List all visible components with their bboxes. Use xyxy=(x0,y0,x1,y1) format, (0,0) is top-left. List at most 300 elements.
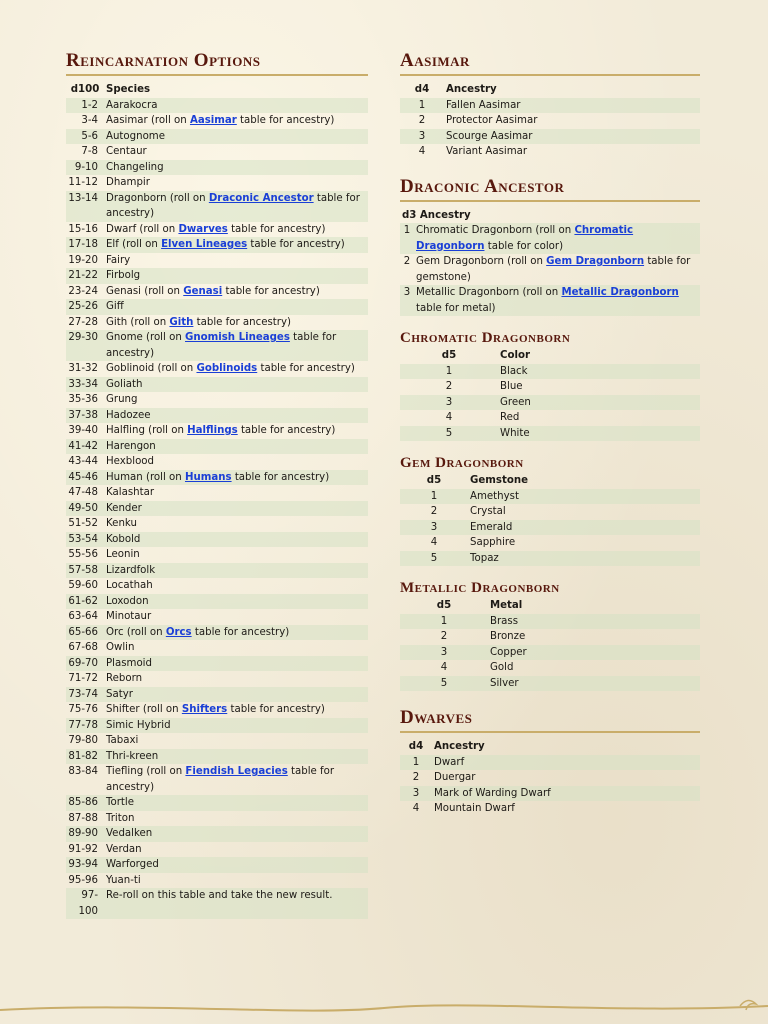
cell-text: table for ancestry) xyxy=(231,471,330,483)
table-row xyxy=(400,786,700,802)
dwarves-title: Dwarves xyxy=(400,705,700,733)
table-row xyxy=(66,640,368,656)
table-row xyxy=(400,144,700,160)
species-cell: Firbolg xyxy=(106,270,141,281)
col-header-d5: d5 xyxy=(426,475,442,486)
roll-cell: 5 xyxy=(440,677,448,689)
reincarnation-rows xyxy=(66,98,368,920)
table-row xyxy=(66,547,368,563)
table-row xyxy=(66,578,368,594)
table-row xyxy=(66,857,368,873)
species-cell xyxy=(104,113,368,129)
species-cell xyxy=(104,315,368,331)
roll-cell: 4 xyxy=(440,662,448,673)
species-cell xyxy=(104,284,368,300)
species-cell: Loxodon xyxy=(106,595,149,607)
col-header-d5: d5 xyxy=(441,350,457,361)
table-link[interactable]: Halflings xyxy=(187,425,238,436)
species-cell: Autognome xyxy=(106,130,166,142)
table-row xyxy=(66,144,368,160)
cell-text: Shifter (roll on xyxy=(106,704,182,715)
value-cell: Brass xyxy=(490,615,519,627)
species-cell: Changeling xyxy=(106,161,164,173)
roll-cell: 79-80 xyxy=(68,735,98,746)
value-cell: White xyxy=(500,427,530,439)
cell-text: table for ancestry) xyxy=(191,626,290,638)
table-row xyxy=(66,237,368,253)
roll-cell: 25-26 xyxy=(68,301,98,312)
roll-cell: 49-50 xyxy=(68,502,98,514)
cell-text: Orc (roll on xyxy=(106,626,166,638)
roll-cell: 4 xyxy=(430,537,438,548)
draconic-section xyxy=(400,174,700,317)
roll-cell: 9-10 xyxy=(74,161,98,173)
table-row xyxy=(66,826,368,842)
col-header-color: Color xyxy=(500,350,530,361)
left-column xyxy=(66,48,368,919)
species-cell xyxy=(104,361,368,377)
species-cell: Tortle xyxy=(106,797,135,808)
roll-cell: 61-62 xyxy=(68,595,98,607)
table-row xyxy=(66,718,368,734)
roll-cell: 87-88 xyxy=(68,812,98,824)
col-header-d5: d5 xyxy=(436,600,452,611)
table-link[interactable]: Orcs xyxy=(165,626,192,638)
right-column xyxy=(400,48,700,829)
col-header-d3-ancestry: d3 Ancestry xyxy=(402,209,471,221)
roll-cell: 85-86 xyxy=(68,797,98,808)
roll-cell: 11-12 xyxy=(68,177,98,188)
roll-cell: 1 xyxy=(403,225,411,236)
roll-cell: 21-22 xyxy=(68,270,98,281)
species-cell: Goliath xyxy=(106,378,143,390)
species-cell: Simic Hybrid xyxy=(106,719,171,731)
cell-text: table for ancestry) xyxy=(106,766,335,793)
roll-cell: 67-68 xyxy=(68,642,98,653)
col-header-gemstone: Gemstone xyxy=(470,475,528,486)
species-cell xyxy=(104,423,368,439)
table-link[interactable]: Aasimar xyxy=(189,115,237,126)
species-cell: Centaur xyxy=(106,146,147,157)
dwarves-rows xyxy=(400,755,700,817)
dwarves-table xyxy=(400,739,700,817)
species-cell: Tabaxi xyxy=(106,735,139,746)
page-footer-ornament xyxy=(0,980,768,1024)
table-link[interactable]: Metallic Dragonborn xyxy=(561,287,679,298)
value-cell: Mountain Dwarf xyxy=(434,803,515,814)
roll-cell: 4 xyxy=(445,412,453,423)
species-cell: Harengon xyxy=(106,440,156,452)
aasimar-rows xyxy=(400,98,700,160)
roll-cell: 95-96 xyxy=(68,874,98,886)
cell-text: Chromatic Dragonborn (roll on xyxy=(416,225,575,236)
table-row xyxy=(400,489,700,505)
table-row xyxy=(66,873,368,889)
reincarnation-table xyxy=(66,82,368,919)
table-row xyxy=(400,285,700,316)
roll-cell: 3 xyxy=(418,130,426,142)
roll-cell: 2 xyxy=(412,772,420,783)
species-cell: Kalashtar xyxy=(106,487,155,498)
table-row xyxy=(400,676,700,692)
table-row xyxy=(66,842,368,858)
roll-cell: 41-42 xyxy=(68,440,98,452)
table-row xyxy=(66,253,368,269)
table-row xyxy=(400,98,700,114)
value-cell: Crystal xyxy=(470,506,506,517)
table-link[interactable]: Genasi xyxy=(183,285,223,297)
species-cell: Leonin xyxy=(106,549,140,560)
cell-text: table for ancestry) xyxy=(257,363,355,374)
roll-cell: 3 xyxy=(445,396,453,408)
table-row xyxy=(400,614,700,630)
table-row xyxy=(66,299,368,315)
ancestry-cell xyxy=(414,254,700,285)
col-header-d4: d4 xyxy=(414,84,430,95)
table-link[interactable]: Dwarves xyxy=(178,223,228,235)
species-cell: Minotaur xyxy=(106,611,152,622)
metallic-title: Metallic Dragonborn xyxy=(400,580,560,596)
table-row xyxy=(66,98,368,114)
value-cell: Variant Aasimar xyxy=(446,146,528,157)
value-cell: Gold xyxy=(490,662,514,673)
roll-cell: 1-2 xyxy=(81,99,98,111)
gem-title: Gem Dragonborn xyxy=(400,455,524,471)
roll-cell: 2 xyxy=(445,381,453,392)
roll-cell: 33-34 xyxy=(68,378,98,390)
roll-cell: 81-82 xyxy=(68,750,98,762)
species-cell: Hexblood xyxy=(106,456,155,467)
table-row xyxy=(66,113,368,129)
table-row xyxy=(66,470,368,486)
roll-cell: 69-70 xyxy=(68,657,98,669)
ancestry-cell xyxy=(414,223,700,254)
table-link[interactable]: Humans xyxy=(184,471,232,483)
roll-cell: 63-64 xyxy=(68,611,98,622)
table-row xyxy=(400,254,700,285)
table-row xyxy=(400,426,700,442)
table-row xyxy=(400,504,700,520)
table-row xyxy=(66,671,368,687)
gem-rows xyxy=(400,489,700,567)
table-row xyxy=(66,377,368,393)
species-cell xyxy=(104,191,368,222)
cell-text: Goblinoid (roll on xyxy=(106,363,197,374)
species-cell xyxy=(104,764,368,795)
table-link[interactable]: Goblinoids xyxy=(196,363,258,374)
gem-table xyxy=(400,473,700,566)
draconic-title: Draconic Ancestor xyxy=(400,174,700,202)
draconic-rows xyxy=(400,223,700,316)
species-cell xyxy=(104,702,368,718)
table-row xyxy=(400,660,700,676)
table-link[interactable]: Elven Lineages xyxy=(161,239,248,250)
roll-cell: 35-36 xyxy=(68,394,98,405)
species-cell: Kobold xyxy=(106,533,141,545)
table-row xyxy=(66,733,368,749)
table-link[interactable]: Gnomish Lineages xyxy=(185,332,290,343)
table-row xyxy=(66,625,368,641)
cell-text: table for ancestry) xyxy=(237,425,336,436)
aasimar-section xyxy=(400,48,700,160)
table-row xyxy=(400,755,700,771)
roll-cell: 1 xyxy=(445,365,453,377)
species-cell: Hadozee xyxy=(106,409,151,421)
roll-cell: 89-90 xyxy=(68,828,98,839)
roll-cell: 1 xyxy=(430,490,438,502)
dwarves-section xyxy=(400,705,700,817)
value-cell: Topaz xyxy=(470,552,499,564)
roll-cell: 93-94 xyxy=(68,859,98,870)
roll-cell: 55-56 xyxy=(68,549,98,560)
roll-cell: 4 xyxy=(418,146,426,157)
table-row xyxy=(66,129,368,145)
cell-text: Gith (roll on xyxy=(106,316,170,328)
roll-cell: 23-24 xyxy=(68,285,98,297)
table-row xyxy=(66,516,368,532)
cell-text: table for ancestry) xyxy=(236,115,335,126)
cell-text: Aasimar (roll on xyxy=(106,115,190,126)
table-row xyxy=(66,330,368,361)
table-row xyxy=(400,770,700,786)
value-cell: Sapphire xyxy=(470,537,516,548)
table-row xyxy=(66,501,368,517)
roll-cell: 53-54 xyxy=(68,533,98,545)
species-cell: Kenku xyxy=(106,518,137,529)
species-cell: Grung xyxy=(106,394,138,405)
cell-text: Elf (roll on xyxy=(106,239,162,250)
roll-cell: 59-60 xyxy=(68,580,98,591)
table-row xyxy=(66,392,368,408)
table-row xyxy=(400,410,700,426)
col-header-d100: d100 xyxy=(70,84,100,95)
species-cell: Giff xyxy=(106,301,124,312)
cell-text: table for ancestry) xyxy=(222,285,320,297)
table-row xyxy=(66,284,368,300)
species-cell xyxy=(104,237,368,253)
species-cell: Satyr xyxy=(106,688,133,700)
table-row xyxy=(66,423,368,439)
value-cell: Red xyxy=(500,412,520,423)
table-row xyxy=(66,315,368,331)
species-cell: Locathah xyxy=(106,580,153,591)
roll-cell: 37-38 xyxy=(68,409,98,421)
cell-text: Dragonborn (roll on xyxy=(106,192,209,204)
species-cell xyxy=(104,222,368,238)
roll-cell: 13-14 xyxy=(68,192,98,204)
col-header-metal: Metal xyxy=(490,600,523,611)
value-cell: Blue xyxy=(500,381,523,392)
cell-text: table for ancestry) xyxy=(227,223,326,235)
roll-cell: 2 xyxy=(440,631,448,642)
roll-cell: 47-48 xyxy=(68,487,98,498)
cell-text: table for ancestry) xyxy=(193,316,291,328)
metallic-rows xyxy=(400,614,700,692)
cell-text: table for ancestry) xyxy=(106,332,337,359)
table-row xyxy=(66,795,368,811)
value-cell: Dwarf xyxy=(434,756,465,768)
species-cell: Vedalken xyxy=(106,828,153,839)
roll-cell: 27-28 xyxy=(68,316,98,328)
table-link[interactable]: Fiendish Legacies xyxy=(185,766,288,777)
species-cell xyxy=(104,330,368,361)
table-row xyxy=(66,656,368,672)
table-row xyxy=(66,609,368,625)
col-header-ancestry: Ancestry xyxy=(446,84,497,95)
species-cell xyxy=(104,625,368,641)
cell-text: table for ancestry) xyxy=(106,192,360,219)
cell-text: Tiefling (roll on xyxy=(106,766,186,777)
species-cell: Thri-kreen xyxy=(106,750,159,762)
table-row xyxy=(66,268,368,284)
species-cell: Yuan-ti xyxy=(106,874,141,886)
cell-text: Halfling (roll on xyxy=(106,425,188,436)
cell-text: Metallic Dragonborn (roll on xyxy=(416,287,562,298)
roll-cell: 5-6 xyxy=(81,130,98,142)
roll-cell: 4 xyxy=(412,803,420,814)
table-row xyxy=(66,175,368,191)
table-row xyxy=(66,888,368,919)
aasimar-title: Aasimar xyxy=(400,48,700,76)
cell-text: Human (roll on xyxy=(106,471,185,483)
table-row xyxy=(66,485,368,501)
value-cell: Protector Aasimar xyxy=(446,115,538,126)
value-cell: Copper xyxy=(490,646,527,658)
species-cell xyxy=(104,470,368,486)
species-cell: Warforged xyxy=(106,859,159,870)
footer-flourish-line xyxy=(0,1005,768,1010)
species-cell: Fairy xyxy=(106,254,131,266)
roll-cell: 51-52 xyxy=(68,518,98,529)
table-row xyxy=(66,687,368,703)
species-cell: Plasmoid xyxy=(106,657,152,669)
species-cell: Re-roll on this table and take the new result. xyxy=(106,890,333,901)
gem-section xyxy=(400,453,700,566)
cell-text: Dwarf (roll on xyxy=(106,223,179,235)
roll-cell: 1 xyxy=(440,615,448,627)
roll-cell: 19-20 xyxy=(68,254,98,266)
value-cell: Silver xyxy=(490,677,519,689)
roll-cell: 15-16 xyxy=(68,223,98,235)
table-row xyxy=(400,645,700,661)
table-row xyxy=(400,395,700,411)
roll-cell: 2 xyxy=(418,115,426,126)
value-cell: Fallen Aasimar xyxy=(446,99,521,111)
metallic-table xyxy=(400,598,700,691)
table-link[interactable]: Shifters xyxy=(181,704,228,715)
table-row xyxy=(66,191,368,222)
species-cell: Kender xyxy=(106,502,142,514)
species-cell: Owlin xyxy=(106,642,135,653)
chromatic-title: Chromatic Dragonborn xyxy=(400,330,571,346)
table-row xyxy=(66,702,368,718)
cell-text: Gnome (roll on xyxy=(106,332,186,343)
table-link[interactable]: Gith xyxy=(169,316,194,328)
table-row xyxy=(66,454,368,470)
table-row xyxy=(66,160,368,176)
table-row xyxy=(66,563,368,579)
roll-cell: 5 xyxy=(430,552,438,564)
cell-text: table for ancestry) xyxy=(227,704,325,715)
species-cell: Reborn xyxy=(106,673,143,684)
roll-cell: 29-30 xyxy=(68,332,98,343)
value-cell: Black xyxy=(500,365,528,377)
table-row xyxy=(400,801,700,817)
value-cell: Bronze xyxy=(490,631,526,642)
species-cell: Triton xyxy=(106,812,135,824)
table-row xyxy=(66,439,368,455)
table-link[interactable]: Gem Dragonborn xyxy=(546,256,645,267)
table-row xyxy=(400,535,700,551)
footer-corner-curl xyxy=(740,1000,756,1010)
table-link[interactable]: Chromatic Dragonborn xyxy=(416,225,634,252)
roll-cell: 7-8 xyxy=(81,146,98,157)
cell-text: table for color) xyxy=(484,240,564,252)
table-row xyxy=(66,222,368,238)
cell-text: table for ancestry) xyxy=(247,239,345,250)
roll-cell: 91-92 xyxy=(68,843,98,855)
aasimar-table xyxy=(400,82,700,160)
roll-cell: 3 xyxy=(440,646,448,658)
species-cell: Dhampir xyxy=(106,177,150,188)
table-row xyxy=(66,361,368,377)
chromatic-rows xyxy=(400,364,700,442)
roll-cell: 45-46 xyxy=(68,471,98,483)
table-row xyxy=(400,364,700,380)
table-row xyxy=(66,532,368,548)
species-cell: Lizardfolk xyxy=(106,564,156,576)
table-row xyxy=(66,764,368,795)
value-cell: Amethyst xyxy=(470,490,519,502)
chromatic-section xyxy=(400,328,700,441)
table-row xyxy=(400,113,700,129)
table-row xyxy=(400,223,700,254)
cell-text: Genasi (roll on xyxy=(106,285,184,297)
cell-text: table for gemstone) xyxy=(416,256,691,283)
value-cell: Emerald xyxy=(470,521,513,533)
table-row xyxy=(66,749,368,765)
value-cell: Mark of Warding Dwarf xyxy=(434,787,551,799)
roll-cell: 83-84 xyxy=(68,766,98,777)
table-link[interactable]: Draconic Ancestor xyxy=(208,192,314,204)
roll-cell: 77-78 xyxy=(68,719,98,731)
cell-text: Gem Dragonborn (roll on xyxy=(416,256,547,267)
col-header-ancestry: Ancestry xyxy=(434,741,485,752)
roll-cell: 5 xyxy=(445,427,453,439)
roll-cell: 57-58 xyxy=(68,564,98,576)
table-row xyxy=(400,551,700,567)
species-cell: Verdan xyxy=(106,843,142,855)
ancestry-cell xyxy=(414,285,700,316)
roll-cell: 1 xyxy=(418,99,426,111)
roll-cell: 2 xyxy=(430,506,438,517)
table-row xyxy=(400,629,700,645)
roll-cell: 65-66 xyxy=(68,626,98,638)
species-cell: Aarakocra xyxy=(106,99,158,111)
roll-cell: 39-40 xyxy=(68,425,98,436)
table-row xyxy=(400,129,700,145)
roll-cell: 17-18 xyxy=(68,239,98,250)
value-cell: Duergar xyxy=(434,772,476,783)
roll-cell: 2 xyxy=(403,256,411,267)
value-cell: Scourge Aasimar xyxy=(446,130,533,142)
chromatic-table xyxy=(400,348,700,441)
value-cell: Green xyxy=(500,396,531,408)
reincarnation-title: Reincarnation Options xyxy=(66,48,368,76)
roll-cell: 31-32 xyxy=(68,363,98,374)
roll-cell: 1 xyxy=(412,756,420,768)
draconic-table xyxy=(400,208,700,317)
